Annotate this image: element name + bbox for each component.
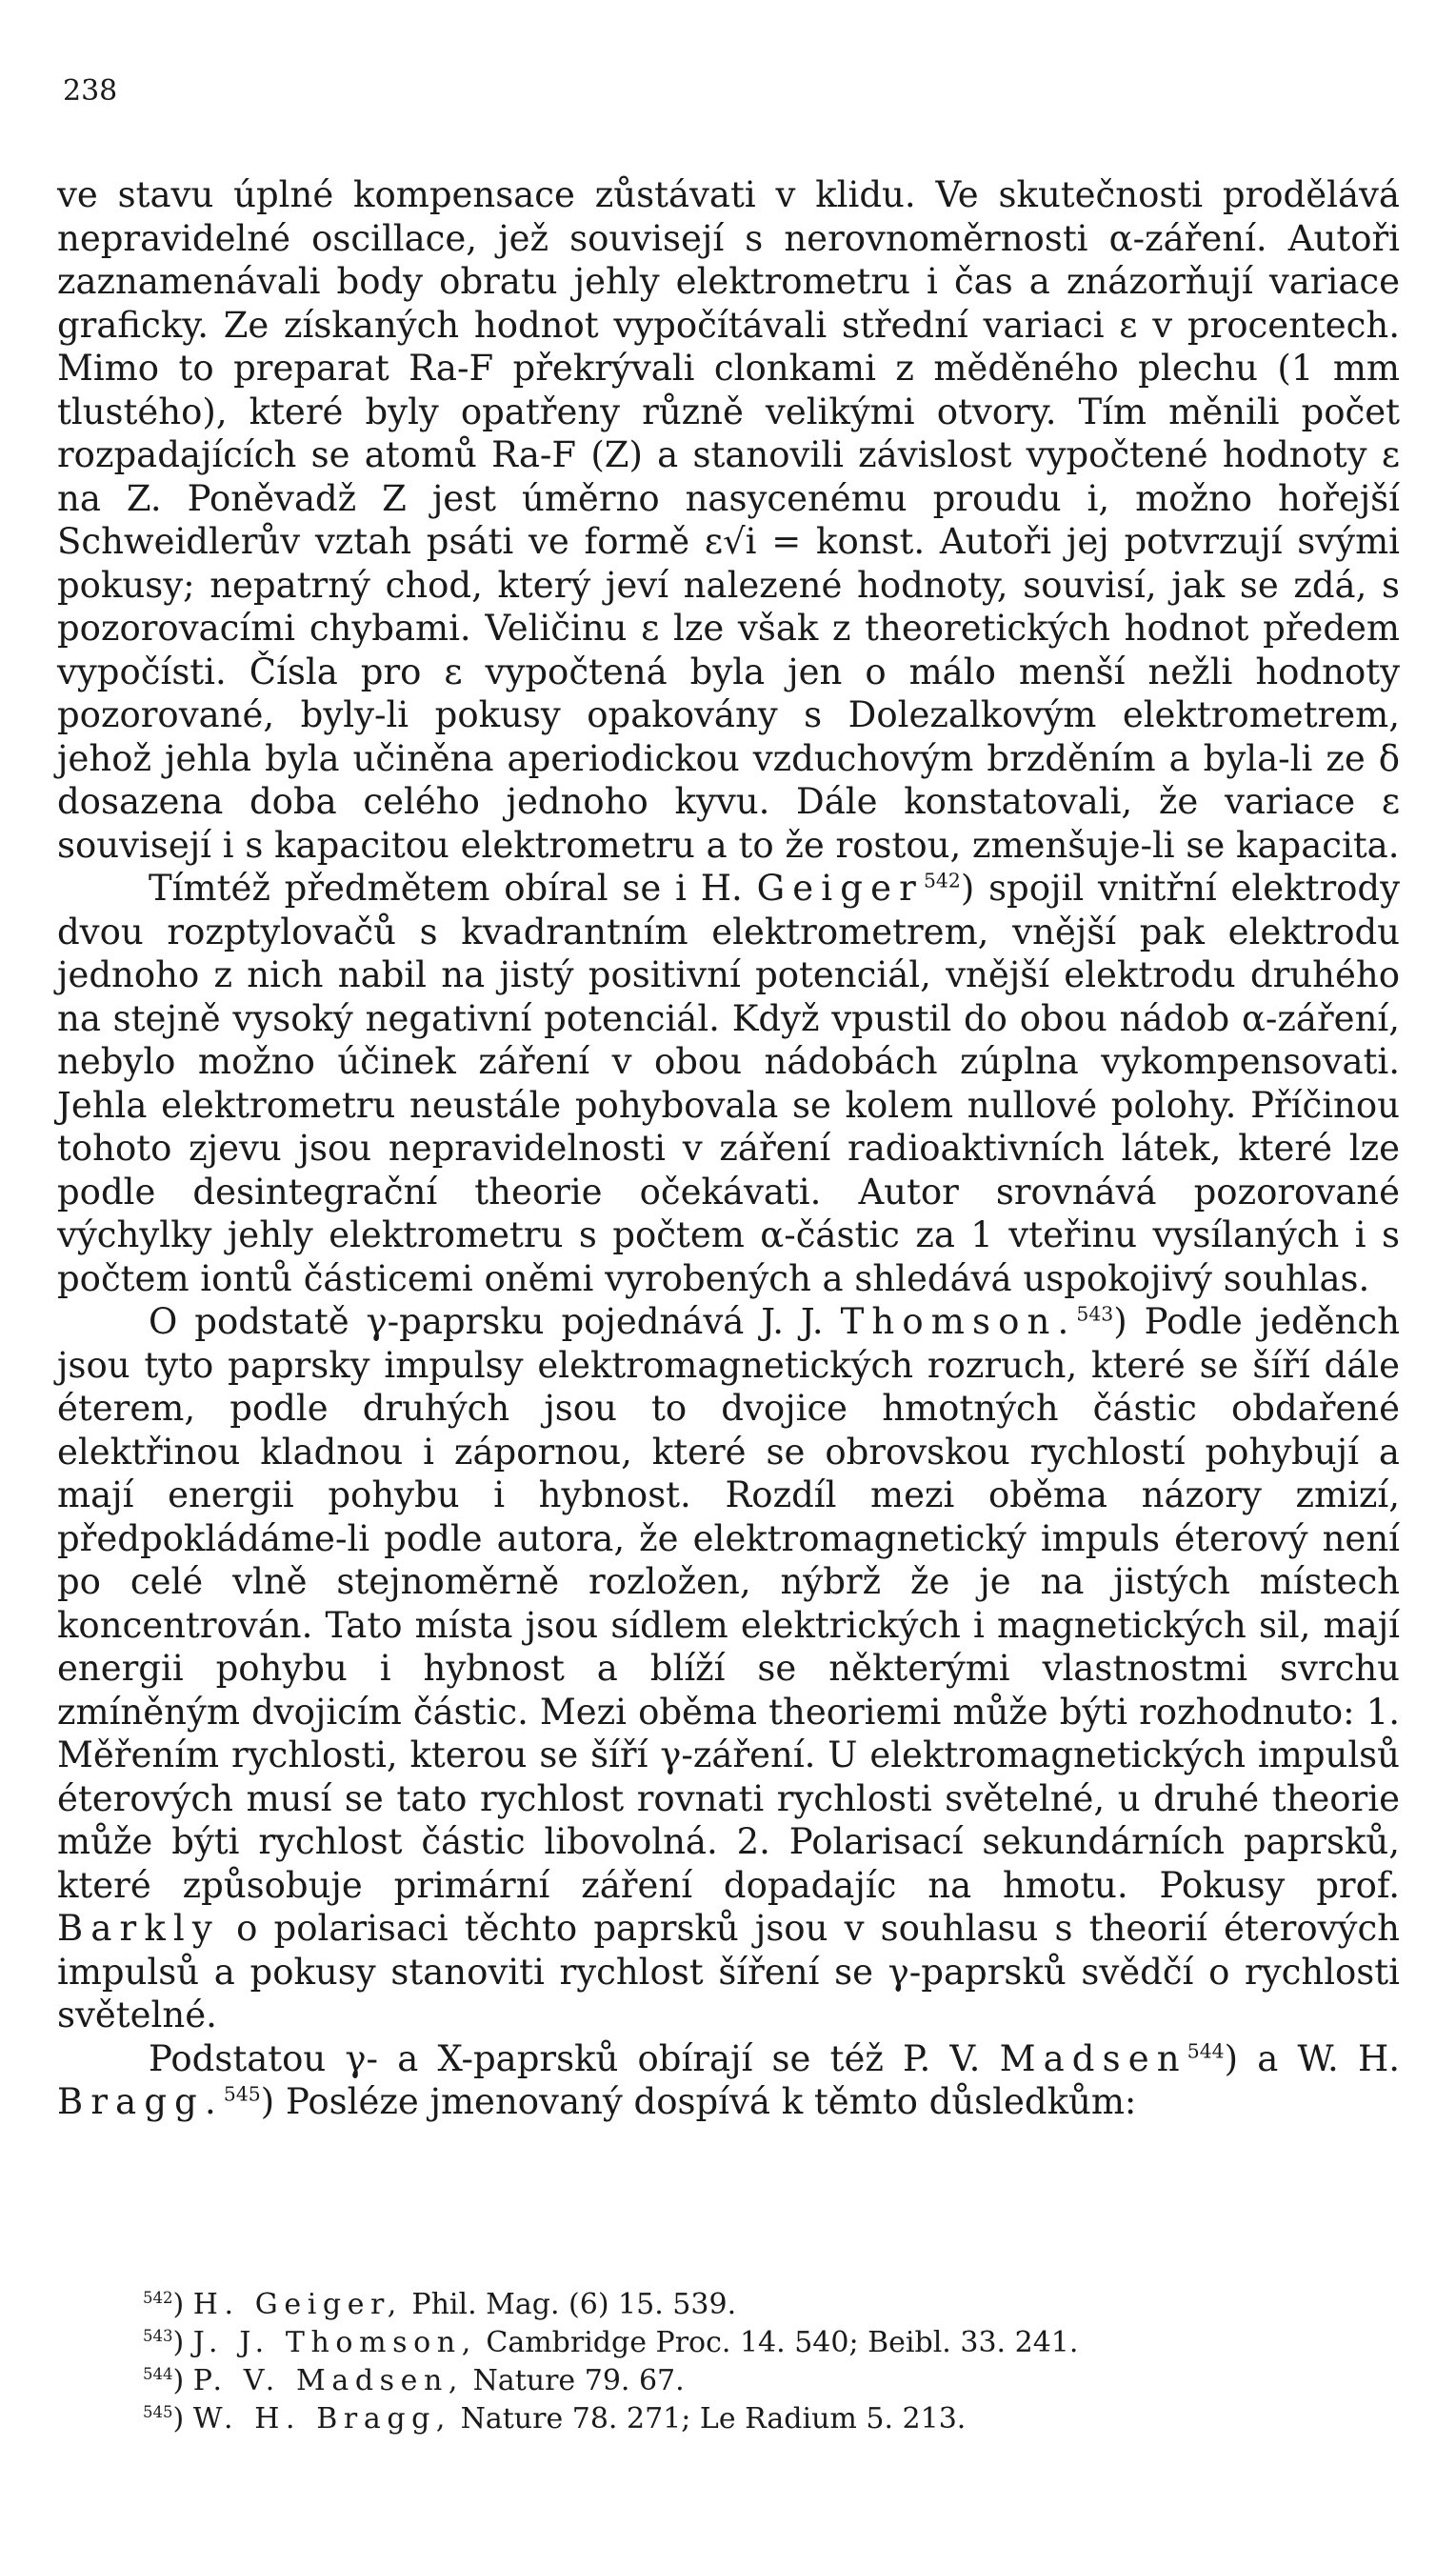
paragraph-2: [57, 867, 1400, 1300]
footnote-text: Phil. Mag. (6) 15. 539.: [402, 2288, 737, 2321]
p3-after-2: o polarisaci těchto paprsků jsou v souhlasu s theorií éterových impulsů a pokusy stanoviti rychlost šíření se γ-paprsků svědčí o rychlosti světelné.: [57, 1908, 1400, 2035]
footnote: $^{545}$) W. H. Bragg, Nature 78. 271; Le Radium 5. 213.: [143, 2402, 967, 2436]
paragraph-3: [57, 1300, 1400, 2037]
footnote-number: 542: [143, 2289, 173, 2307]
p3-after: ) Podle jeděnch jsou tyto paprsky impulsy elektromagnetických rozruch, které se šíří dále éterem, podle druhých jsou to dvojice hmotných částic obdařené elektřinou kladnou i zápornou, které se obrovskou rychlostí pohybují a mají energii pohybu i hybnost. Rozdíl mezi oběma názory zmizí, předpokládáme-li podle autora, že elektromagnetický impuls éterový není po celé vlně stejnoměrně rozložen, nýbrž že je na jistých místech koncentrován. Tato místa jsou sídlem elektrických i magnetických sil, mají energii pohybu i hybnost a blíží se některými vlastnostmi svrchu zmíněným dvojicím částic. Mezi oběma theoriemi může býti rozhodnuto: 1. Měřením rychlosti, kterou se šíří γ-záření. U elektromagnetických impulsů éterových musí se tato rychlost rovnati rychlosti světelné, u druhé theorie může býti rychlost částic libovolná. 2. Polarisací sekundárních paprsků, které způsobuje primární záření dopadajíc na hmotu. Pokusy prof.: [57, 1301, 1400, 1906]
footnote-number: 543: [143, 2327, 173, 2345]
p4-author-2: Bragg.: [57, 2081, 224, 2122]
p4-author: Madsen: [999, 2037, 1187, 2079]
p4-mid: ) a W. H.: [1224, 2037, 1400, 2079]
footnote: $^{543}$) J. J. Thomson, Cambridge Proc. 14. 540; Beibl. 33. 241.: [143, 2326, 1079, 2359]
p4-before: Podstatou γ- a X-paprsků obírají se též P. V.: [149, 2037, 1000, 2079]
p3-author: Thomson.: [840, 1301, 1077, 1342]
footnote-author: J. J. Thomson,: [192, 2326, 477, 2359]
footnote-text: Nature 78. 271; Le Radium 5. 213.: [451, 2402, 967, 2436]
footnote: $^{542}$) H. Geiger, Phil. Mag. (6) 15. 539.: [143, 2288, 737, 2321]
p4-footnote-ref-2[interactable]: 545: [223, 2082, 261, 2106]
p4-footnote-ref[interactable]: 544: [1187, 2039, 1225, 2063]
p2-author: Geiger: [756, 868, 924, 909]
body-text: [57, 173, 1400, 2124]
p2-before: Tímtéž předmětem obíral se i H.: [149, 868, 757, 909]
p2-footnote-ref[interactable]: 542: [923, 869, 961, 892]
footnote-text: Nature 79. 67.: [464, 2364, 685, 2397]
footnote-number: 545: [143, 2403, 173, 2421]
paragraph-1: ve stavu úplné kompensace zůstávati v klidu. Ve skutečnosti prodělává nepravidelné oscillace, jež souvisejí s nerovnoměrnosti α-záření. Autoři zaznamenávali body obratu jehly elektrometru i čas a znázorňují variace graficky. Ze získaných hodnot vypočítávali střední variaci ε v procentech. Mimo to preparat Ra-F překrývali clonkami z měděného plechu (1 mm tlustého), které byly opatřeny různě velikými otvory. Tím měnili počet rozpadajících se atomů Ra-F (Z) a stanovili závislost vypočtené hodnoty ε na Z. Poněvadž Z jest úměrno nasycenému proudu i, možno hořejší Schweidlerův vztah psáti ve formě ε√i = konst. Autoři jej potvrzují svými pokusy; nepatrný chod, který jeví nalezené hodnoty, souvisí, jak se zdá, s pozorovacími chybami. Veličinu ε lze však z theoretických hodnot předem vypočísti. Čísla pro ε vypočtená byla jen o málo menší nežli hodnoty pozorované, byly-li pokusy opakovány s Dolezalkovým elektrometrem, jehož jehla byla učiněna aperiodickou vzduchovým brzděním a byla-li ze δ dosazena doba celého jednoho kyvu. Dále konstatovali, že variace ε souvisejí i s kapacitou elektrometru a to že rostou, zmenšuje-li se kapacita.: [57, 174, 1400, 866]
page-number: 238: [63, 74, 118, 108]
footnote-author: P. V. Madsen,: [192, 2364, 465, 2397]
footnote-number: 544: [143, 2365, 173, 2383]
footnote-text: Cambridge Proc. 14. 540; Beibl. 33. 241.: [476, 2326, 1079, 2359]
p4-after: ) Posléze jmenovaný dospívá k těmto důsledkům:: [260, 2081, 1137, 2122]
p2-after: ) spojil vnitřní elektrody dvou rozptylovačů s kvadrantním elektrometrem, vnější pak elektrodu jednoho z nich nabil na jistý positivní potenciál, vnější elektrodu druhého na stejně vysoký negativní potenciál. Když vpustil do obou nádob α-záření, nebylo možno účinek záření v obou nádobách zúplna vykompensovati. Jehla elektrometru neustále pohybovala se kolem nullové polohy. Příčinou tohoto zjevu jsou nepravidelnosti v záření radioaktivních látek, které lze podle desintegrační theorie očekávati. Autor srovnává pozorované výchylky jehly elektrometru s počtem α-částic za 1 vteřinu vysílaných i s počtem iontů částicemi oněmi vyrobených a shledává uspokojivý souhlas.: [57, 868, 1401, 1299]
p3-footnote-ref[interactable]: 543: [1076, 1302, 1114, 1326]
p3-author-2: Barkly: [57, 1908, 220, 1949]
p3-before: O podstatě γ-paprsku pojednává J. J.: [149, 1301, 841, 1342]
footnotes: [143, 2286, 1286, 2438]
footnote: $^{544}$) P. V. Madsen, Nature 79. 67.: [143, 2364, 685, 2397]
footnote-author: H. Geiger,: [192, 2288, 403, 2321]
footnote-author: W. H. Bragg,: [192, 2402, 452, 2436]
paragraph-4: [57, 2037, 1400, 2124]
